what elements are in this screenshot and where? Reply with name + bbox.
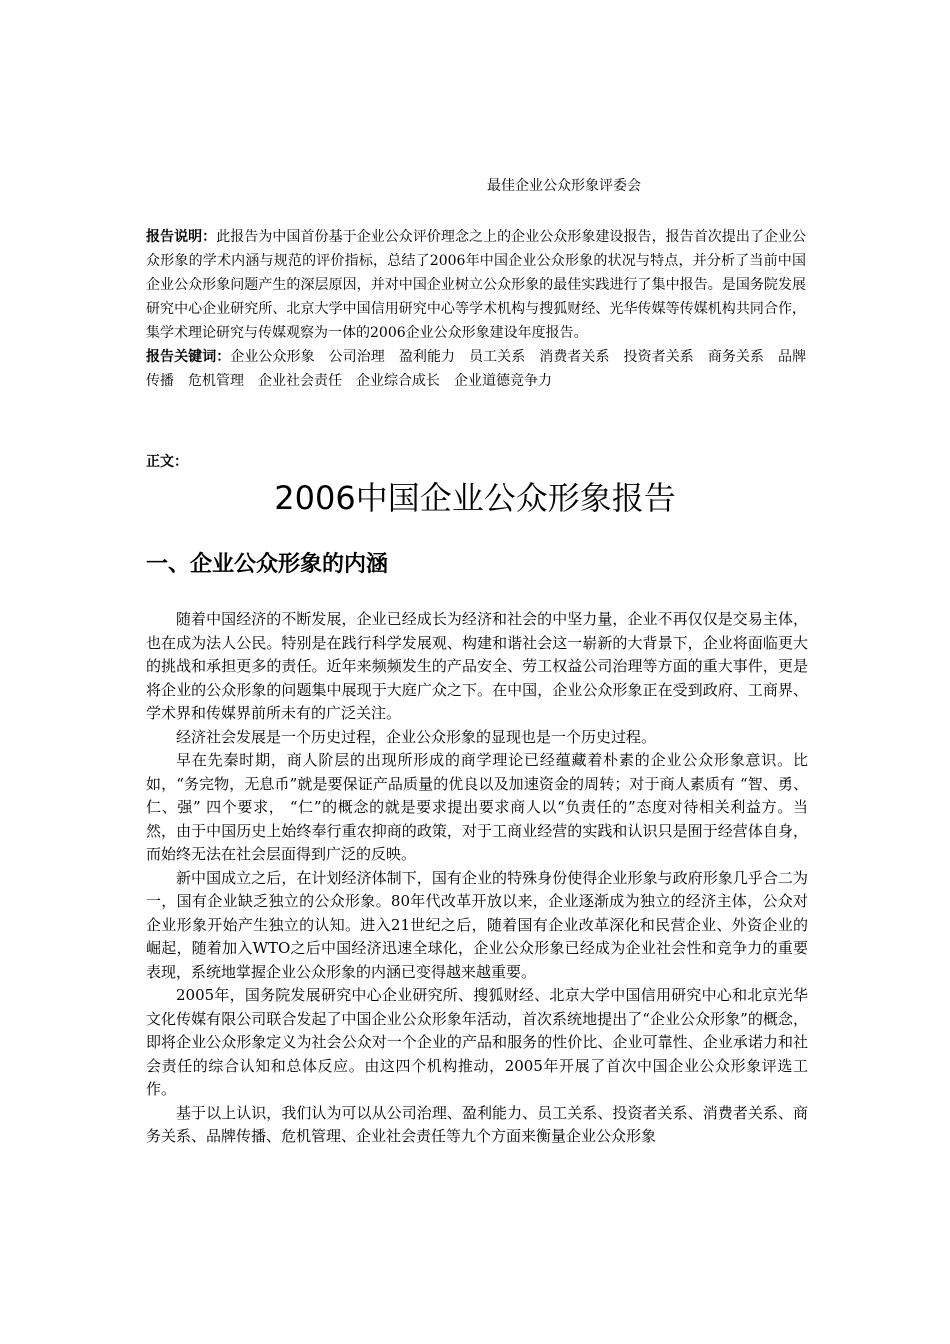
section-body — [146, 608, 808, 1149]
keyword: 危机管理 — [188, 373, 244, 389]
keyword: 投资者关系 — [623, 349, 694, 365]
keyword: 员工关系 — [469, 349, 526, 365]
keyword: 企业社会责任 — [258, 373, 342, 389]
keywords-label: 报告关键词： — [146, 349, 231, 365]
paragraph: 随着中国经济的不断发展，企业已经成长为经济和社会的中坚力量，企业不再仅仅是交易主体，也在成为法人公民。特别是在践行科学发展观、构建和谐社会这一崭新的大背景下，企业将面临更大的挑战和承担更多的责任。近年来频频发生的产品安全、劳工权益公司治理等方面的重大事件，更是将企业的公众形象的问题集中展现于大庭广众之下。在中国，企业公众形象正在受到政府、工商界、学术界和传媒界前所未有的广泛关注。 — [146, 610, 808, 722]
description-text: 此报告为中国首份基于企业公众评价理念之上的企业公众形象建设报告，报告首次提出了企业公众形象的学术内涵与规范的评价指标，总结了2006年中国企业公众形象的状况与特点，并分析了当前中国企业公众形象问题产生的深层原因，并对中国企业树立公众形象的最佳实践进行了集中报告。是国务院发展研究中心企业研究所、北京大学中国信用研究中心等学术机构与搜狐财经、光华传媒等传媒机构共同合作，集学术理论研究与传媒观察为一体的2006企业公众形象建设年度报告。 — [146, 229, 806, 341]
section-heading: 一、企业公众形象的内涵 — [146, 552, 389, 577]
keyword: 企业公众形象 — [230, 349, 315, 365]
description-label: 报告说明： — [146, 229, 217, 245]
paragraph: 基于以上认识，我们认为可以从公司治理、盈利能力、员工关系、投资者关系、消费者关系、商务关系、品牌传播、危机管理、企业社会责任等九个方面来衡量企业公众形象 — [146, 1103, 808, 1145]
keyword: 企业综合成长 — [356, 373, 440, 389]
report-title: 2006中国企业公众形象报告 — [274, 479, 676, 517]
keyword: 企业道德竞争力 — [454, 373, 552, 389]
report-description — [146, 225, 806, 345]
report-keywords — [146, 345, 806, 393]
keyword: 商务关系 — [707, 349, 765, 365]
paragraph: 新中国成立之后，在计划经济体制下，国有企业的特殊身份使得企业形象与政府形象几乎合二为一，国有企业缺乏独立的公众形象。80年代改革开放以来，企业逐渐成为独立的经济主体，公众对企业形象开始产生独立的认知。进入21世纪之后，随着国有企业改革深化和民营企业、外资企业的崛起，随着加入WTO之后中国经济迅速全球化，企业公众形象已经成为企业社会性和竞争力的重要表现，系统地掌握企业公众形象的内涵已变得越来越重要。 — [146, 868, 808, 981]
report-summary — [146, 225, 806, 393]
keyword: 品牌传播 — [146, 349, 807, 389]
keyword: 公司治理 — [328, 349, 385, 365]
paragraph: 早在先秦时期，商人阶层的出现所形成的商学理论已经蕴藏着朴素的企业公众形象意识。比如，“务完物，无息币”就是要保证产品质量的优良以及加速资金的周转；对于商人素质有 “智、勇、仁、强” 四个要求， “仁”的概念的就是要求提出要求商人以“负责任的”态度对待相关利益方。当然，由于中国历史上始终奉行重农抑商的政策，对于工商业经营的实践和认识只是囿于经营体自身，而始终无法在社会层面得到广泛的反映。 — [146, 751, 808, 863]
keyword: 消费者关系 — [539, 349, 610, 365]
paragraph: 经济社会发展是一个历史过程，企业公众形象的显现也是一个历史过程。 — [176, 727, 657, 746]
keyword: 盈利能力 — [398, 349, 456, 365]
paragraph: 2005年，国务院发展研究中心企业研究所、搜狐财经、北京大学中国信用研究中心和北京光华文化传媒有限公司联合发起了中国企业公众形象年活动，首次系统地提出了“企业公众形象”的概念，即将企业公众形象定义为社会公众对一个企业的产品和服务的性价比、企业可靠性、企业承诺力和社会责任的综合认知和总体反应。由这四个机构推动，2005年开展了首次中国企业公众形象评选工作。 — [146, 986, 808, 1098]
committee-name: 最佳企业公众形象评委会 — [487, 178, 641, 194]
body-label: 正文： — [146, 454, 188, 470]
